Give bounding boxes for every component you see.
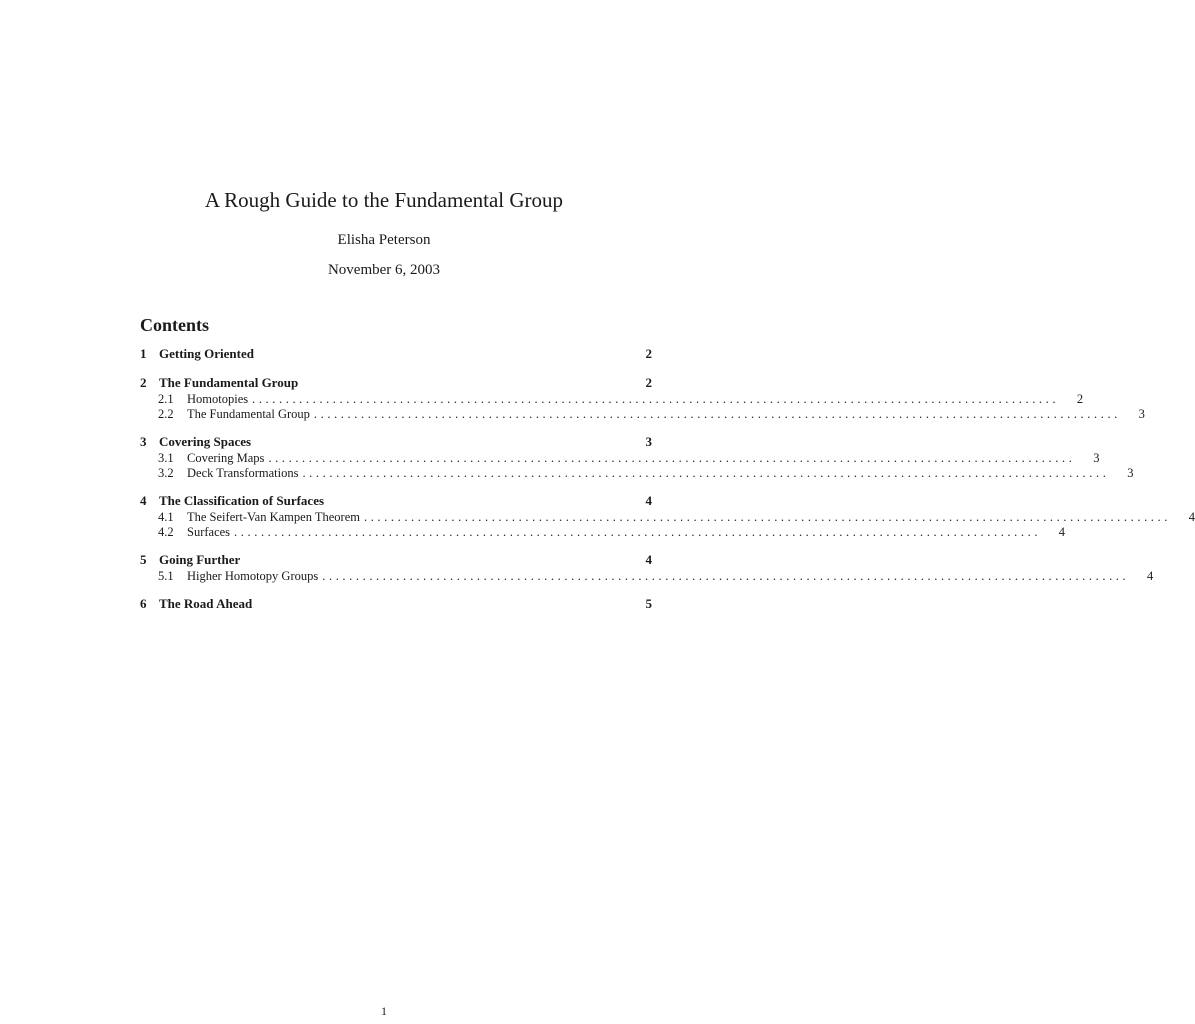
toc-section-title: Covering Spaces [159,434,252,449]
toc-subsection-page: 4 [1188,510,1195,524]
toc-subsection[interactable] [140,392,1084,407]
toc-section-number: 2 [140,375,147,390]
toc-section-number: 5 [140,552,147,567]
leader-dots: ........................................................................................................................ [234,525,1042,539]
toc-section-page: 3 [645,434,652,449]
toc-subsection-page: 4 [1147,569,1154,583]
toc-subsection[interactable] [140,407,1145,422]
table-of-contents [140,345,1195,613]
toc-section-number: 3 [140,434,147,449]
toc-subsection-number: 3.1 [158,451,174,465]
toc-section-title: Getting Oriented [159,346,254,361]
toc-subsection-number: 2.2 [158,407,174,421]
leader-dots: ........................................................................................................................ [313,407,1121,421]
toc-section-title: Going Further [159,552,241,567]
contents-heading: Contents [140,315,210,335]
toc-subsection-title: Higher Homotopy Groups [187,569,319,583]
toc-section-number: 6 [140,596,147,611]
toc-subsection[interactable] [140,569,1154,584]
toc-subsection-title: Surfaces [187,525,231,539]
toc-subsection-number: 5.1 [158,569,174,583]
toc-section-number: 4 [140,493,147,508]
toc-subsection-page: 3 [1138,407,1145,421]
toc-subsection-number: 4.1 [158,510,174,524]
page-number: 1 [381,1004,387,1018]
toc-subsection-page: 3 [1127,466,1134,480]
toc-section-page: 2 [645,375,652,390]
toc-section[interactable] [140,492,652,510]
document-date: November 6, 2003 [327,262,441,278]
toc-subsection-page: 2 [1076,392,1084,406]
toc-subsection[interactable] [140,510,1195,525]
toc-subsection[interactable] [140,525,1066,540]
toc-subsection-page: 4 [1058,525,1066,539]
toc-section[interactable] [140,433,652,451]
toc-section[interactable] [140,595,652,613]
toc-section-title: The Road Ahead [159,596,253,611]
toc-subsection[interactable] [140,466,1134,481]
leader-dots: ........................................................................................................................ [363,510,1171,524]
author-name: Elisha Peterson [337,232,431,248]
document-title: A Rough Guide to the Fundamental Group [204,188,564,212]
toc-section-number: 1 [140,346,147,361]
leader-dots: ........................................................................................................................ [268,451,1076,465]
toc-subsection[interactable] [140,451,1100,466]
toc-subsection-title: Deck Transformations [187,466,299,480]
toc-section-page: 5 [645,596,652,611]
toc-subsection-title: The Seifert-Van Kampen Theorem [187,510,360,524]
toc-subsection-number: 4.2 [158,525,174,539]
toc-subsection-title: Homotopies [187,392,249,406]
toc-subsection-number: 2.1 [158,392,174,406]
leader-dots: ........................................................................................................................ [302,466,1110,480]
leader-dots: ........................................................................................................................ [322,569,1130,583]
toc-section-page: 2 [645,346,652,361]
toc-section[interactable] [140,374,652,392]
toc-subsection-title: The Fundamental Group [187,407,310,421]
toc-section[interactable] [140,551,652,569]
toc-subsection-page: 3 [1093,451,1100,465]
toc-section-page: 4 [645,552,652,567]
toc-section-title: The Fundamental Group [159,375,299,390]
toc-section-title: The Classification of Surfaces [159,493,325,508]
toc-section[interactable] [140,345,652,363]
leader-dots: ........................................................................................................................ [252,392,1060,406]
toc-section-page: 4 [645,493,652,508]
toc-subsection-title: Covering Maps [187,451,265,465]
toc-subsection-number: 3.2 [158,466,174,480]
